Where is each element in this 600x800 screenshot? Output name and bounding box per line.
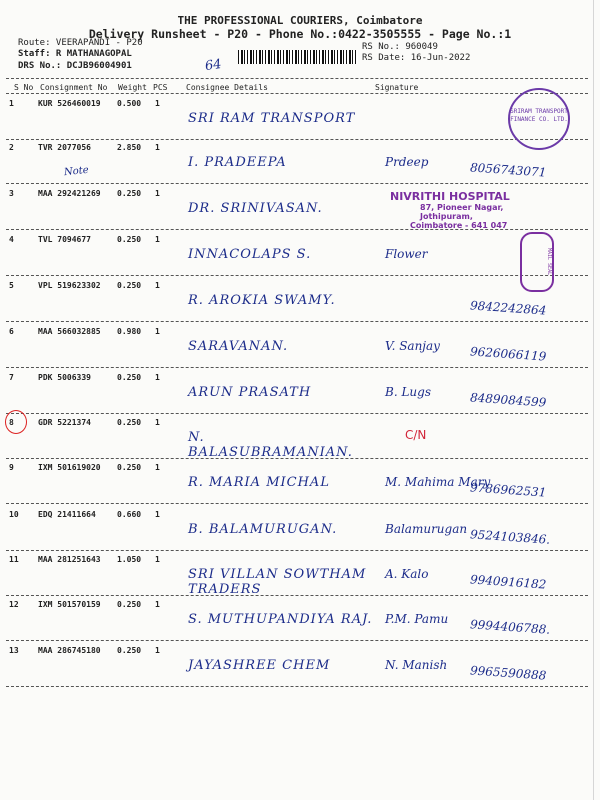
row-consignment: MAA 292421269 (38, 189, 101, 198)
row-consignment: KUR 526460019 (38, 99, 101, 108)
row-sno: 13 (9, 646, 19, 655)
table-row (0, 600, 600, 642)
barcode (238, 50, 358, 64)
hospital-address-3: Coimbatore - 641 047 (410, 221, 508, 230)
row-divider (6, 595, 588, 596)
row-phone: 9965590888 (469, 663, 547, 683)
header-rule-top (6, 78, 588, 79)
row-divider (6, 413, 588, 414)
row-consignment: TVL 7094677 (38, 235, 91, 244)
table-row (0, 463, 600, 505)
row2-note: Note (63, 164, 90, 179)
table-row (0, 555, 600, 597)
hospital-address-2: Jothipuram, (420, 212, 473, 221)
row-consignment: VPL 519623302 (38, 281, 101, 290)
rs-no-text: RS No.: 960049 (362, 42, 438, 52)
row-pcs: 1 (155, 600, 160, 609)
row-phone: 8489084599 (469, 390, 547, 410)
col-sno: S No (14, 83, 34, 92)
table-row (0, 418, 600, 460)
row-consignee: R. AROKIA SWAMY. (188, 293, 336, 308)
row-weight: 0.980 (117, 327, 142, 336)
col-signature: Signature (375, 83, 419, 92)
row-divider (6, 183, 588, 184)
row-weight: 0.250 (117, 281, 142, 290)
row-consignment: MAA 566032885 (38, 327, 101, 336)
row-weight: 1.050 (117, 555, 142, 564)
row-phone: 9940916182 (469, 572, 547, 592)
row-sno: 9 (9, 463, 14, 472)
row-signature: B. Lugs (385, 385, 431, 399)
row-pcs: 1 (155, 646, 160, 655)
col-pcs: PCS (153, 83, 168, 92)
table-row (0, 143, 600, 185)
row-signature: P.M. Pamu (385, 612, 449, 626)
row-pcs: 1 (155, 281, 160, 290)
row-weight: 0.250 (117, 600, 142, 609)
row-pcs: 1 (155, 189, 160, 198)
hospital-name: NIVRITHI HOSPITAL (390, 190, 510, 203)
row-consignment: TVR 2077056 (38, 143, 91, 152)
handwritten-mark: 64 (204, 56, 223, 75)
row-consignee: ARUN PRASATH (188, 385, 312, 400)
row-consignee: N. BALASUBRAMANIAN. (188, 430, 353, 460)
row-pcs: 1 (155, 235, 160, 244)
row-weight: 0.250 (117, 373, 142, 382)
route-text: Route: VEERAPANDI - P20 (18, 38, 143, 48)
row-consignee: DR. SRINIVASAN. (188, 201, 323, 216)
row-pcs: 1 (155, 463, 160, 472)
row-sno: 11 (9, 555, 19, 564)
row-weight: 0.250 (117, 646, 142, 655)
row-sno: 7 (9, 373, 14, 382)
row-divider (6, 503, 588, 504)
row-pcs: 1 (155, 555, 160, 564)
table-row (0, 373, 600, 415)
row-divider (6, 139, 588, 140)
runsheet-title: Delivery Runsheet - P20 - Phone No.:0422-3505555 - Page No.:1 (88, 27, 512, 41)
table-row (0, 281, 600, 323)
row-divider (6, 321, 588, 322)
row-divider (6, 367, 588, 368)
mail-seal-stamp (520, 232, 554, 292)
row-sno: 12 (9, 600, 19, 609)
hospital-stamp (390, 190, 510, 230)
row-sno: 3 (9, 189, 14, 198)
row-consignment: PDK 5006339 (38, 373, 91, 382)
col-consignment: Consignment No (40, 83, 108, 92)
row-pcs: 1 (155, 327, 160, 336)
row-signature: M. Mahima Mary (385, 475, 491, 489)
row-consignee: I. PRADEEPA (188, 155, 287, 170)
col-consignee: Consignee Details (186, 83, 268, 92)
staff-text: Staff: R MATHANAGOPAL (18, 49, 132, 59)
row-consignment: IXM 501570159 (38, 600, 101, 609)
row-signature: Balamurugan (385, 522, 468, 536)
table-row (0, 646, 600, 688)
row-sno: 6 (9, 327, 14, 336)
drs-text: DRS No.: DCJB96004901 (18, 61, 132, 71)
row-sno: 10 (9, 510, 19, 519)
row-pcs: 1 (155, 510, 160, 519)
row-divider (6, 686, 588, 687)
row-phone: 9786962531 (469, 480, 547, 500)
row-sno: 5 (9, 281, 14, 290)
row-consignee: JAYASHREE CHEM (188, 658, 331, 673)
row-phone: 9524103846. (469, 527, 551, 547)
row-phone: 9994406788. (469, 617, 551, 637)
row-weight: 0.250 (117, 235, 142, 244)
mail-seal-text: MAIL SEAL (546, 248, 552, 276)
row-pcs: 1 (155, 99, 160, 108)
row-pcs: 1 (155, 143, 160, 152)
row-consignment: GDR 5221374 (38, 418, 91, 427)
row-weight: 0.500 (117, 99, 142, 108)
row-consignee: SRI RAM TRANSPORT (188, 111, 356, 126)
row-weight: 2.850 (117, 143, 142, 152)
row-sno: 8 (9, 418, 14, 427)
row-phone: 8056743071 (469, 160, 547, 180)
transport-stamp-text: SRIRAM TRANSPORT FINANCE CO. LTD. (510, 108, 568, 123)
row8-red-circle (5, 410, 27, 434)
row-signature: C/N (405, 428, 427, 442)
row-sno: 2 (9, 143, 14, 152)
row-pcs: 1 (155, 373, 160, 382)
row-divider (6, 275, 588, 276)
header-rule-bottom (6, 93, 588, 94)
row-signature: N. Manish (385, 658, 448, 672)
row-phone: 9842242864 (469, 298, 547, 318)
row-phone: 9626066119 (469, 344, 547, 364)
row-weight: 0.250 (117, 463, 142, 472)
row-consignee: S. MUTHUPANDIYA RAJ. (188, 612, 373, 627)
row-consignee: B. BALAMURUGAN. (188, 522, 338, 537)
row-pcs: 1 (155, 418, 160, 427)
row-consignee: SARAVANAN. (188, 339, 289, 354)
row-consignee: SRI VILLAN SOWTHAM TRADERS (188, 567, 367, 597)
row-consignment: EDQ 21411664 (38, 510, 96, 519)
row-weight: 0.250 (117, 418, 142, 427)
row-consignee: R. MARIA MICHAL (188, 475, 330, 490)
col-weight: Weight (118, 83, 147, 92)
rs-date-text: RS Date: 16-Jun-2022 (362, 53, 471, 63)
row-consignment: IXM 501619020 (38, 463, 101, 472)
row-signature: Prdeep (385, 155, 429, 169)
row-consignment: MAA 286745180 (38, 646, 101, 655)
table-row (0, 327, 600, 369)
row-sno: 1 (9, 99, 14, 108)
table-row (0, 510, 600, 552)
table-row (0, 235, 600, 277)
row-signature: A. Kalo (385, 567, 429, 581)
row-divider (6, 458, 588, 459)
row-consignment: MAA 281251643 (38, 555, 101, 564)
row-weight: 0.250 (117, 189, 142, 198)
row-divider (6, 640, 588, 641)
row-sno: 4 (9, 235, 14, 244)
row-consignee: INNACOLAPS S. (188, 247, 312, 262)
row-divider (6, 550, 588, 551)
company-title: THE PROFESSIONAL COURIERS, Coimbatore (177, 14, 423, 27)
row-signature: V. Sanjay (385, 339, 440, 353)
row-weight: 0.660 (117, 510, 142, 519)
table-row (0, 189, 600, 231)
transport-stamp (508, 88, 570, 150)
hospital-address-1: 87, Pioneer Nagar, (420, 203, 504, 212)
row-signature: Flower (385, 247, 428, 261)
